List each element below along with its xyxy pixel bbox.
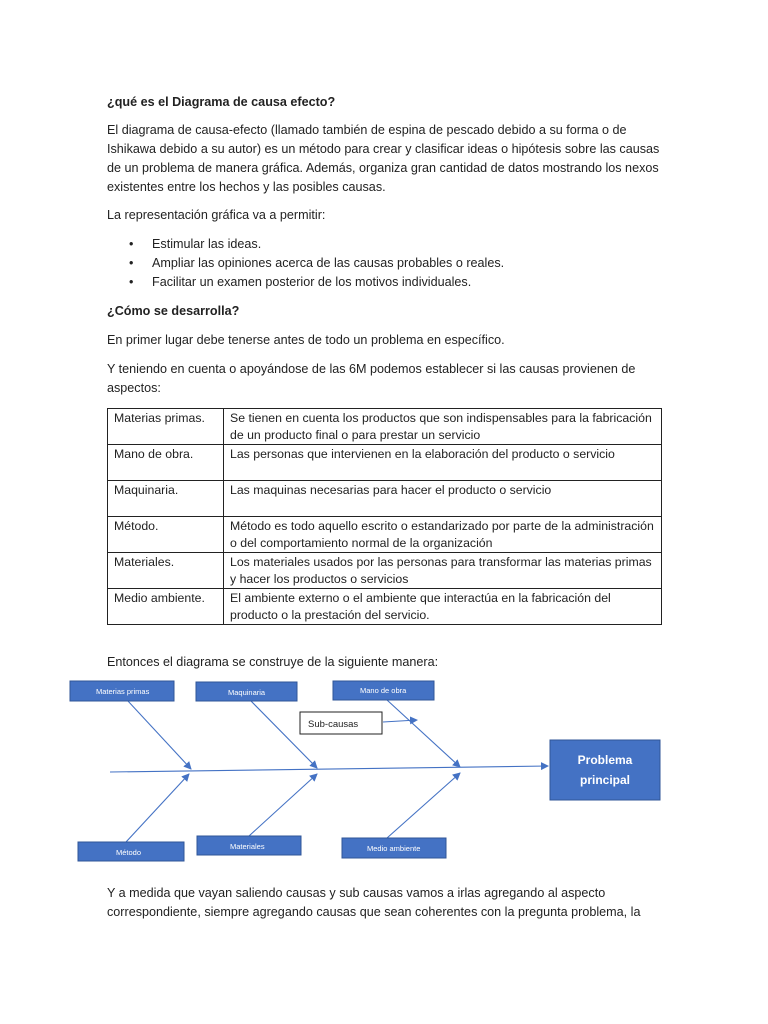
bullet-icon: • <box>129 237 134 251</box>
subcausas-arrow <box>383 720 417 722</box>
bone-materiales <box>249 774 317 836</box>
table-cell-description: Las maquinas necesarias para hacer el producto o servicio <box>224 481 662 517</box>
bullet-list <box>107 235 647 292</box>
table-row <box>108 445 662 481</box>
bone-metodo <box>126 774 189 842</box>
heading-what-is: ¿qué es el Diagrama de causa efecto? <box>107 95 336 109</box>
table-cell-description: El ambiente externo o el ambiente que interactúa en la fabricación del producto o la prestación del servicio. <box>224 589 662 625</box>
bone-medio-ambiente <box>387 773 460 838</box>
table-cell-aspect: Medio ambiente. <box>108 589 224 625</box>
label-principal: principal <box>579 773 631 787</box>
table-cell-aspect: Materias primas. <box>108 409 224 445</box>
label-materiales: Materiales <box>230 842 265 851</box>
paragraph-diagram-intro: Entonces el diagrama se construye de la siguiente manera: <box>107 655 439 669</box>
spine-line <box>110 766 548 772</box>
heading-how-developed: ¿Cómo se desarrolla? <box>107 304 240 318</box>
table-cell-description: Las personas que intervienen en la elaboración del producto o servicio <box>224 445 662 481</box>
label-mano-de-obra: Mano de obra <box>360 686 407 695</box>
table-row <box>108 409 662 445</box>
label-problema: Problema <box>577 753 633 767</box>
label-medio-ambiente: Medio ambiente <box>367 844 421 853</box>
table-cell-aspect: Método. <box>108 517 224 553</box>
table-cell-aspect: Maquinaria. <box>108 481 224 517</box>
bone-mano-de-obra <box>387 700 460 767</box>
label-metodo: Método <box>116 848 142 857</box>
table-cell-aspect: Mano de obra. <box>108 445 224 481</box>
table-row <box>108 589 662 625</box>
table-cell-description: Se tienen en cuenta los productos que son indispensables para la fabricación de un producto final o para prestar un servicio <box>224 409 662 445</box>
label-materias-primas: Materias primas <box>96 687 150 696</box>
paragraph-representation: La representación gráfica va a permitir: <box>107 208 326 222</box>
list-item: • Ampliar las opiniones acerca de las causas probables o reales. <box>107 254 647 273</box>
problem-box <box>550 740 660 800</box>
table-cell-description: Los materiales usados por las personas para transformar las materias primas y hacer los productos o servicios <box>224 553 662 589</box>
paragraph-first: En primer lugar debe tenerse antes de todo un problema en específico. <box>107 333 505 347</box>
label-subcausas: Sub-causas <box>308 719 359 730</box>
bullet-icon: • <box>129 256 134 270</box>
bone-materias-primas <box>127 700 191 769</box>
label-maquinaria: Maquinaria <box>228 688 266 697</box>
table-cell-description: Método es todo aquello escrito o estandarizado por parte de la administración o del comportamiento normal de la organización <box>224 517 662 553</box>
table-row <box>108 517 662 553</box>
paragraph-continuation: Y a medida que vayan saliendo causas y sub causas vamos a irlas agregando al aspecto correspondiente, siempre agregando causas que sean coherentes con la pregunta problema, la <box>107 886 641 919</box>
paragraph-6m: Y teniendo en cuenta o apoyándose de las 6M podemos establecer si las causas provienen de aspectos: <box>107 362 636 395</box>
table-cell-aspect: Materiales. <box>108 553 224 589</box>
table-row <box>108 481 662 517</box>
list-item: • Facilitar un examen posterior de los motivos individuales. <box>107 273 647 292</box>
six-m-table <box>107 408 662 625</box>
paragraph-definition: El diagrama de causa-efecto (llamado también de espina de pescado debido a su forma o de Ishikawa debido a su autor) es un método para crear y clasificar ideas o hipótesis sobre las causas de un problema de manera gráfica. Además, organiza gran cantidad de datos mostrando los nexos existentes entre los hechos y las posibles causas. <box>107 123 660 194</box>
table-row <box>108 553 662 589</box>
list-item: • Estimular las ideas. <box>107 235 647 254</box>
fishbone-diagram <box>0 672 768 872</box>
bullet-icon: • <box>129 275 134 289</box>
